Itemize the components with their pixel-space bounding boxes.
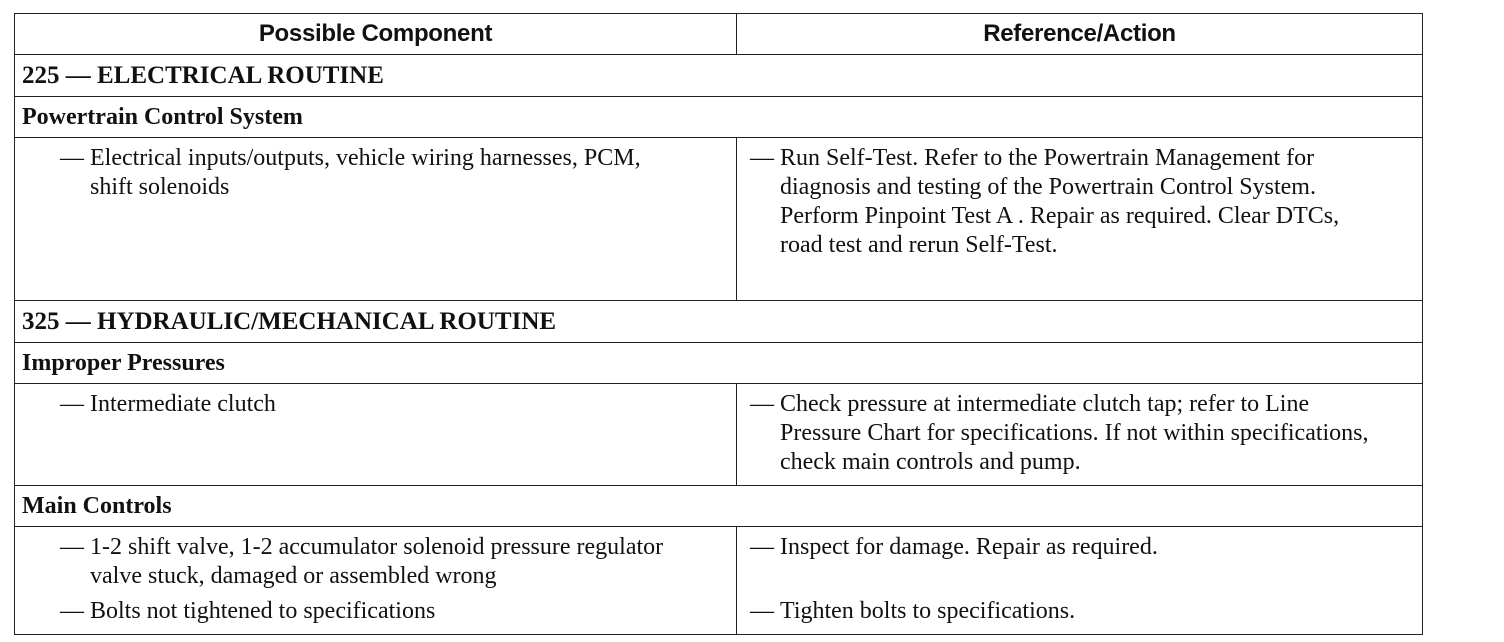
component-entry (60, 597, 728, 626)
table-row (15, 384, 1423, 486)
dash-bullet: — (750, 145, 774, 171)
section-title: 225 — ELECTRICAL ROUTINE (15, 55, 1423, 97)
component-cell (15, 138, 737, 301)
dash-bullet: — (750, 391, 774, 417)
action-entry (750, 144, 1380, 260)
action-text: Tighten bolts to specifications. (780, 598, 1076, 624)
action-cell (737, 384, 1423, 486)
dash-bullet: — (750, 598, 774, 624)
group-title: Main Controls (15, 486, 1423, 527)
action-text: Inspect for damage. Repair as required. (780, 534, 1158, 560)
action-cell (737, 138, 1423, 301)
group-row-improper-pressures (15, 343, 1423, 384)
diagnosis-table (14, 13, 1423, 635)
section-row-electrical (15, 55, 1423, 97)
group-title: Improper Pressures (15, 343, 1423, 384)
component-text: Bolts not tightened to specifications (90, 598, 436, 624)
component-text: Intermediate clutch (90, 391, 276, 417)
action-text: Run Self-Test. Refer to the Powertrain Management for diagnosis and testing of the Powertrain Control System. Perform Pinpoint Test A . Repair as required. Clear DTCs, road test and rerun Self-Test. (780, 145, 1340, 258)
section-title: 325 — HYDRAULIC/MECHANICAL ROUTINE (15, 301, 1423, 343)
component-text: Electrical inputs/outputs, vehicle wiring harnesses, PCM, shift solenoids (90, 145, 641, 200)
section-row-hydraulic (15, 301, 1423, 343)
component-entry (60, 390, 728, 419)
component-entry (60, 533, 680, 591)
dash-bullet: — (60, 534, 84, 560)
table-row (15, 527, 1423, 635)
dash-bullet: — (60, 598, 84, 624)
dash-bullet: — (750, 534, 774, 560)
dash-bullet: — (60, 145, 84, 171)
group-row-powertrain (15, 97, 1423, 138)
component-text: 1-2 shift valve, 1-2 accumulator solenoid pressure regulator valve stuck, damaged or assembled wrong (90, 534, 664, 589)
action-entry (750, 597, 1414, 626)
action-entry (750, 533, 1414, 562)
component-cell (15, 384, 737, 486)
component-cell (15, 527, 737, 635)
component-entry (60, 144, 650, 202)
action-text: Check pressure at intermediate clutch tap; refer to Line Pressure Chart for specifications. If not within specifications, check main controls and pump. (780, 391, 1369, 475)
table-header-row (15, 14, 1423, 55)
action-cell (737, 527, 1423, 635)
action-entry (750, 390, 1390, 477)
header-possible-component: Possible Component (15, 14, 737, 55)
header-reference-action: Reference/Action (737, 14, 1423, 55)
dash-bullet: — (60, 391, 84, 417)
group-title: Powertrain Control System (15, 97, 1423, 138)
group-row-main-controls (15, 486, 1423, 527)
table-row (15, 138, 1423, 301)
